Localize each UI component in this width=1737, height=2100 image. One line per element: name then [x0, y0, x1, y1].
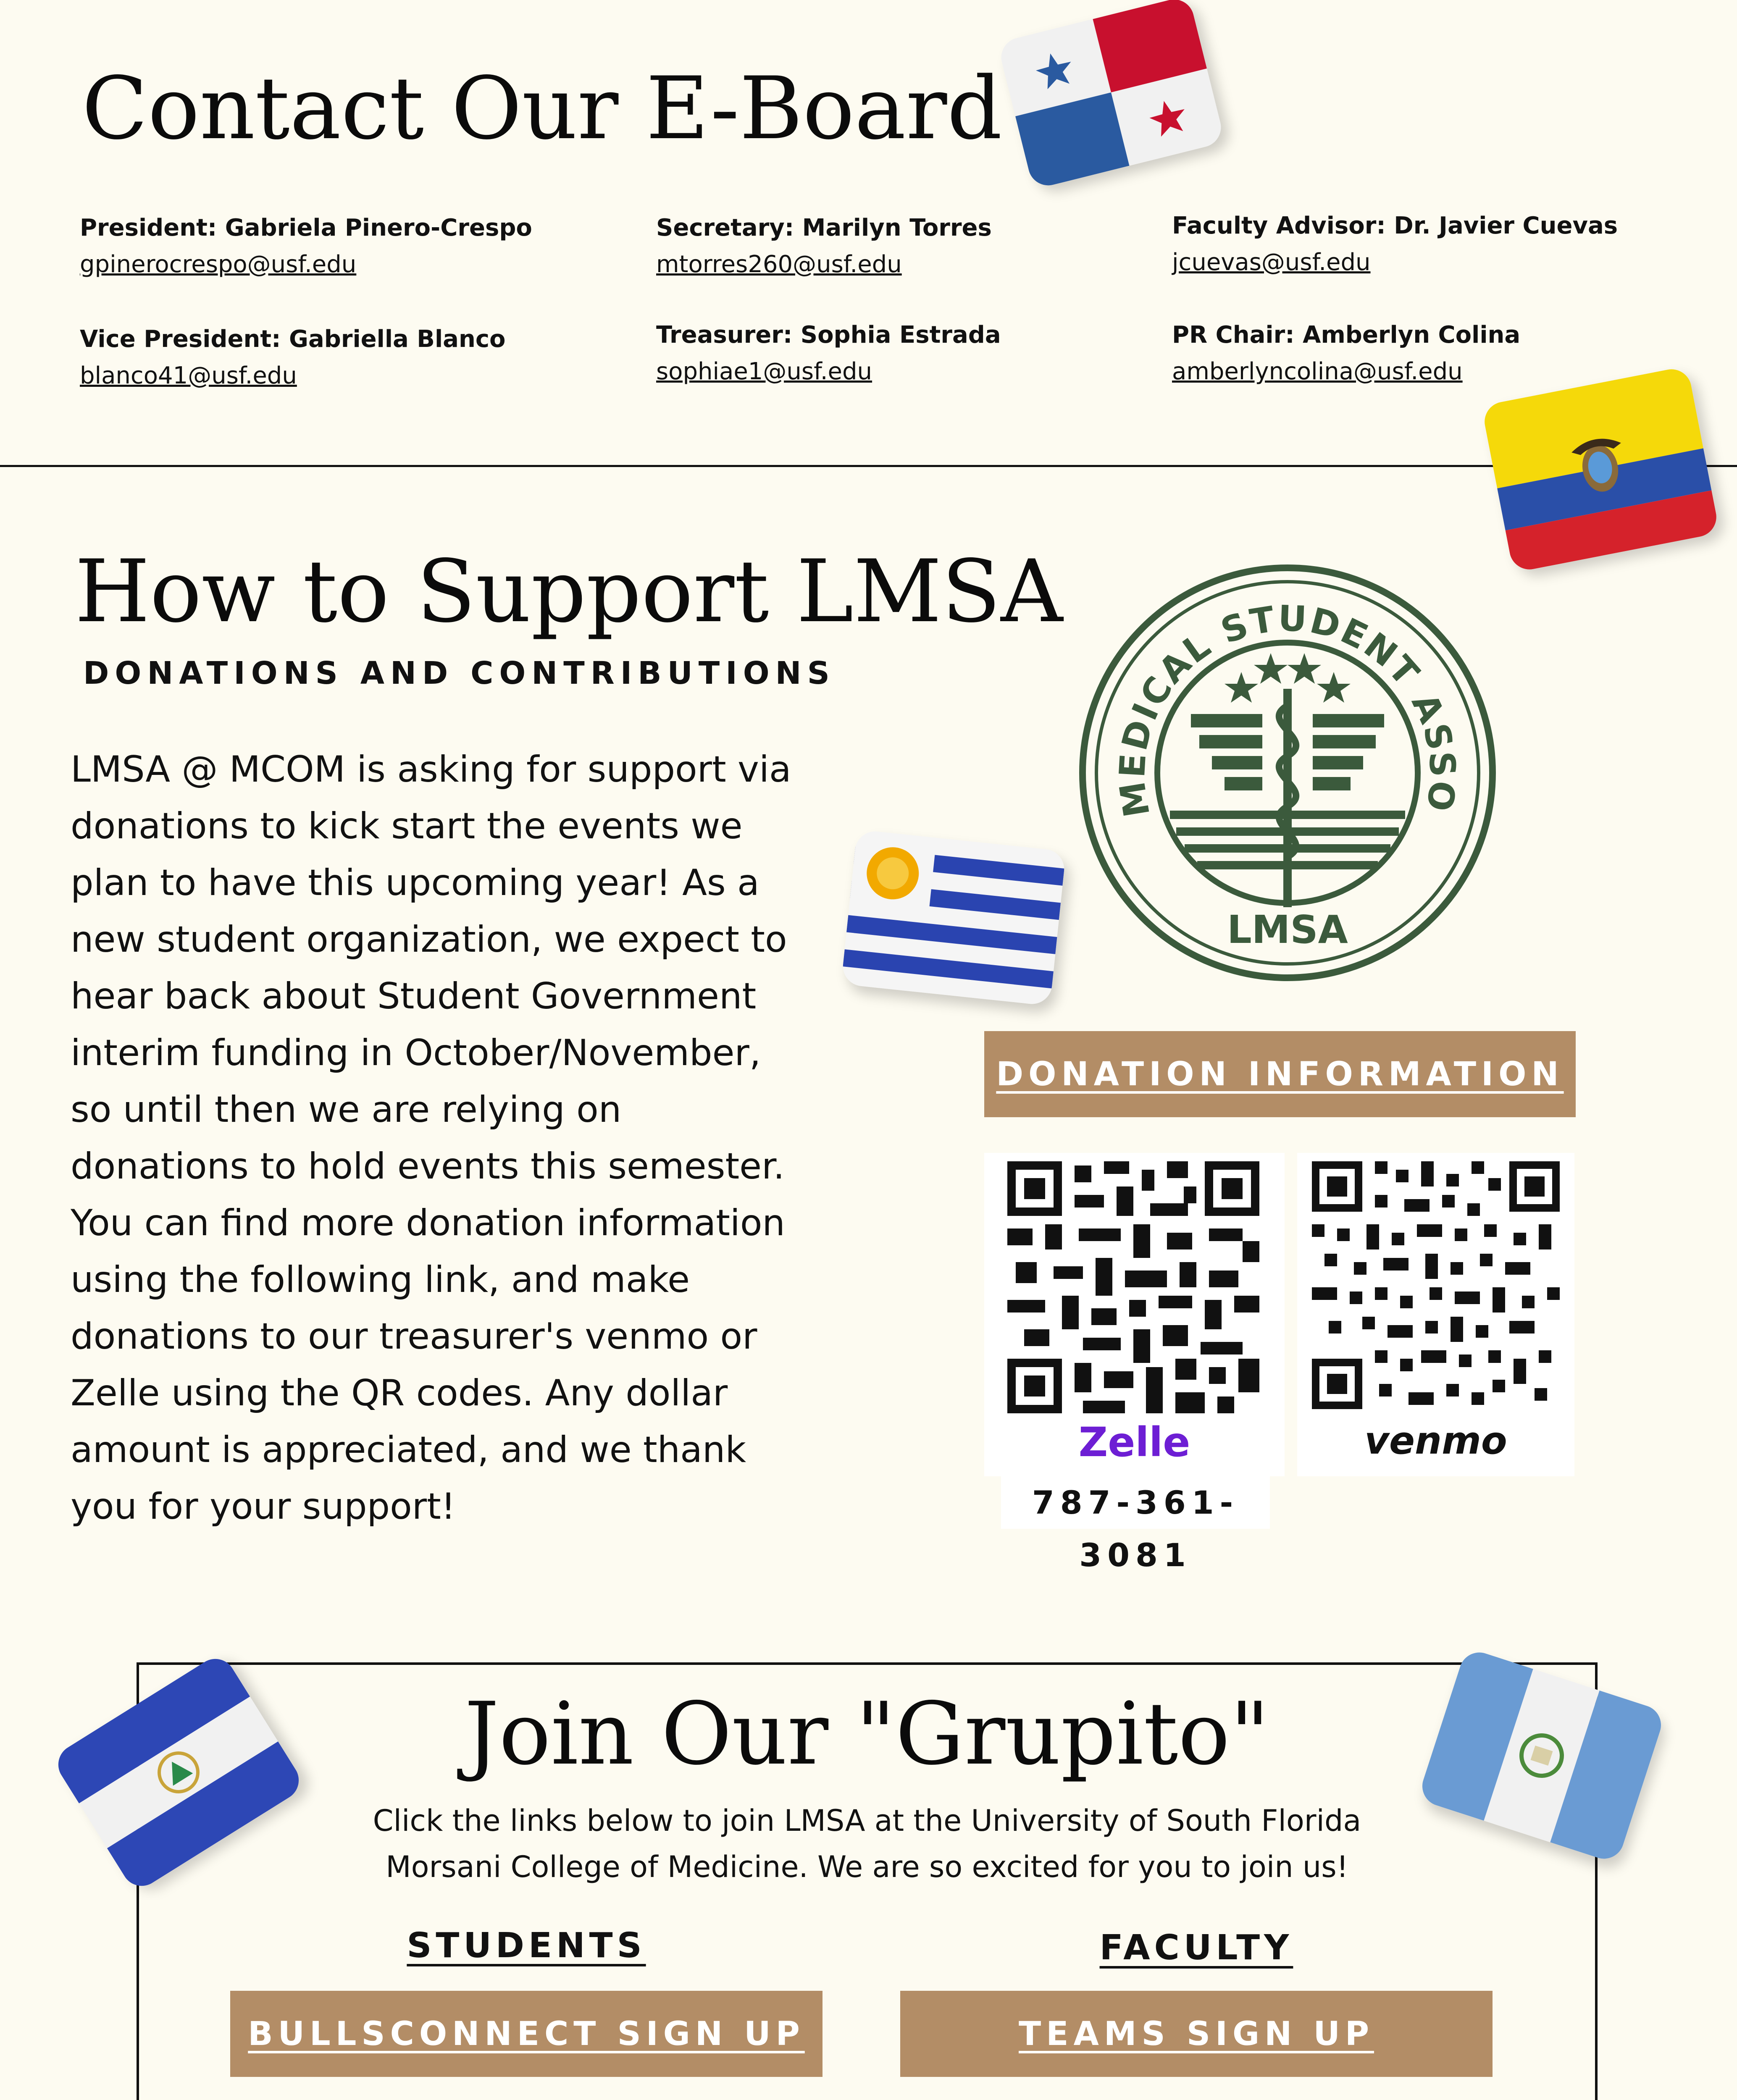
member-email[interactable]: mtorres260@usf.edu	[656, 251, 902, 278]
eboard-member-president	[80, 214, 532, 278]
eboard-title: Contact Our E-Board	[82, 59, 1002, 159]
member-role: Secretary: Marilyn Torres	[656, 214, 992, 242]
paragraph-line: so until then we are relying on	[71, 1089, 622, 1131]
eboard-member-treasurer	[656, 321, 1001, 385]
phone-number: 787-361-3081	[1001, 1476, 1270, 1529]
donation-button-label: DONATION INFORMATION	[996, 1055, 1564, 1093]
faculty-heading: FACULTY	[1099, 1928, 1293, 1968]
paragraph-line: You can find more donation information	[71, 1202, 785, 1244]
donation-information-button[interactable]	[984, 1031, 1576, 1117]
eboard-member-vice-president	[80, 326, 506, 389]
bullsconnect-sign-up-button[interactable]	[230, 1991, 823, 2077]
zelle-qr-code	[984, 1153, 1285, 1413]
section-divider	[0, 465, 1737, 467]
paragraph-line: interim funding in October/November,	[71, 1032, 761, 1074]
member-email[interactable]: sophiae1@usf.edu	[656, 358, 872, 385]
eboard-member-pr-chair	[1172, 321, 1520, 385]
eboard-member-secretary	[656, 214, 992, 278]
venmo-qr-code	[1297, 1153, 1574, 1413]
button-label: TEAMS SIGN UP	[1019, 2015, 1374, 2053]
member-email[interactable]: jcuevas@usf.edu	[1172, 249, 1371, 276]
faculty-teams-sign-up-button[interactable]	[900, 1991, 1493, 2077]
logo-arc-text: MEDICAL STUDENT ASSO	[1111, 597, 1464, 820]
paragraph-line: using the following link, and make	[71, 1259, 690, 1301]
paragraph-line: new student organization, we expect to	[71, 919, 787, 961]
member-email[interactable]: gpinerocrespo@usf.edu	[80, 251, 357, 278]
join-title: Join Our "Grupito"	[464, 1684, 1270, 1784]
paragraph-line: plan to have this upcoming year! As a	[71, 862, 759, 904]
panama-flag-icon	[997, 0, 1225, 190]
support-paragraph	[71, 741, 791, 1535]
students-heading: STUDENTS	[407, 1926, 646, 1966]
description-line: Morsani College of Medicine. We are so excited for you to join us!	[386, 1850, 1348, 1884]
zelle-qr-card[interactable]	[984, 1153, 1285, 1476]
member-role: Faculty Advisor: Dr. Javier Cuevas	[1172, 212, 1618, 239]
description-line: Click the links below to join LMSA at the University of South Florida	[373, 1803, 1361, 1838]
uruguay-flag-icon	[841, 830, 1066, 1006]
support-subtitle: DONATIONS AND CONTRIBUTIONS	[83, 655, 836, 691]
paragraph-line: donations to hold events this semester.	[71, 1145, 785, 1187]
join-description	[137, 1798, 1598, 1890]
paragraph-line: donations to our treasurer's venmo or	[71, 1315, 757, 1357]
paragraph-line: hear back about Student Government	[71, 975, 757, 1017]
faculty-heading-wrap	[900, 1928, 1493, 1968]
venmo-qr-card[interactable]	[1297, 1153, 1574, 1476]
ecuador-flag-icon	[1481, 366, 1720, 573]
member-role: President: Gabriela Pinero-Crespo	[80, 214, 532, 242]
venmo-label: venmo	[1364, 1419, 1507, 1463]
eboard-member-faculty-advisor	[1172, 212, 1618, 276]
member-role: Vice President: Gabriella Blanco	[80, 326, 506, 353]
students-heading-wrap	[230, 1926, 823, 1966]
member-role: Treasurer: Sophia Estrada	[656, 321, 1001, 349]
button-label: BULLSCONNECT SIGN UP	[248, 2015, 805, 2053]
member-role: PR Chair: Amberlyn Colina	[1172, 321, 1521, 349]
lmsa-logo	[1077, 563, 1498, 983]
paragraph-line: Zelle using the QR codes. Any dollar	[71, 1372, 728, 1414]
member-email[interactable]: blanco41@usf.edu	[80, 362, 297, 389]
logo-abbr: LMSA	[1227, 907, 1348, 952]
paragraph-line: LMSA @ MCOM is asking for support via	[71, 748, 791, 790]
paragraph-line: amount is appreciated, and we thank	[71, 1429, 746, 1471]
support-title: How to Support LMSA	[75, 542, 1063, 642]
member-email[interactable]: amberlyncolina@usf.edu	[1172, 358, 1463, 385]
zelle-label: Zelle	[1078, 1419, 1190, 1466]
paragraph-line: you for your support!	[71, 1486, 456, 1528]
paragraph-line: donations to kick start the events we	[71, 805, 743, 847]
